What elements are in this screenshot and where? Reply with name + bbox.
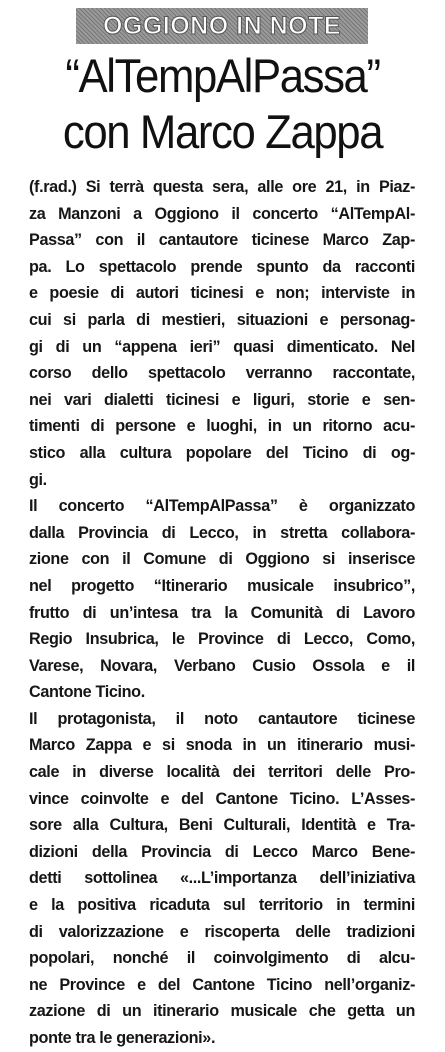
- text-line: frutto di un’intesa tra la Comunità di Lavoro: [29, 603, 415, 622]
- headline-line-2: con Marco Zappa: [62, 105, 383, 158]
- article-body: [29, 174, 415, 1052]
- text-line: Il concerto “AlTempAlPassa” è organizzato: [29, 497, 415, 516]
- text-line: Passa” con il cantautore ticinese Marco Zap-: [29, 231, 415, 250]
- text-line: cui si parla di mestieri, situazioni e personag-: [29, 310, 415, 329]
- text-line: e la positiva ricaduta sul territorio in termini: [29, 896, 415, 915]
- text-line: Marco Zappa e si snoda in un itinerario musi-: [29, 736, 415, 755]
- paragraph-3: [29, 706, 415, 1052]
- text-line: dizioni della Provincia di Lecco Marco Bene-: [29, 842, 415, 861]
- headline-line-1: “AlTempAlPassa”: [65, 49, 380, 102]
- text-line: detti sottolinea «...L’importanza dell’iniziativa: [29, 869, 415, 888]
- text-line: stico alla cultura popolare del Ticino di og-: [29, 443, 415, 462]
- kicker-banner: [76, 8, 368, 44]
- text-line: Il protagonista, il noto cantautore ticinese: [29, 709, 415, 728]
- text-line: cale in diverse località dei territori delle Pro-: [29, 763, 415, 782]
- text-line: zazione di un itinerario musicale che getta un: [29, 1002, 415, 1021]
- text-line: (f.rad.) Si terrà questa sera, alle ore 21, in Piaz-: [29, 178, 415, 196]
- text-line: Cantone Ticino.: [29, 683, 145, 702]
- text-line: Regio Insubrica, le Province di Lecco, Como,: [29, 630, 415, 649]
- text-line: gi di un “appena ieri” quasi dimenticato. Nel: [29, 337, 415, 356]
- kicker-label: OGGIONO IN NOTE: [102, 11, 342, 40]
- text-line: pa. Lo spettacolo prende spunto da racconti: [29, 257, 415, 276]
- text-line: ne Province e del Cantone Ticino nell’organiz-: [29, 975, 415, 994]
- text-line: za Manzoni a Oggiono il concerto “AlTempAl-: [29, 204, 415, 223]
- paragraph-1: [29, 174, 415, 493]
- text-line: popolari, nonché il coinvolgimento di alcu-: [29, 949, 415, 968]
- text-line: sore alla Cultura, Beni Culturali, Identità e Tra-: [29, 816, 415, 835]
- paragraph-2: [29, 493, 415, 706]
- text-line: gi.: [29, 470, 47, 489]
- text-line: timenti di persone e luoghi, in un ritorno acu-: [29, 417, 415, 436]
- text-line: ponte tra le generazioni».: [29, 1029, 216, 1047]
- text-line: e poesie di autori ticinesi e non; interviste in: [29, 284, 415, 303]
- text-line: zione con il Comune di Oggiono si inserisce: [29, 550, 415, 569]
- text-line: vince coinvolte e del Cantone Ticino. L’Asses-: [29, 789, 415, 808]
- text-line: di valorizzazione e riscoperta delle tradizioni: [29, 922, 415, 941]
- text-line: corso dello spettacolo verranno raccontate,: [29, 364, 415, 383]
- text-line: dalla Provincia di Lecco, in stretta collabora-: [29, 523, 415, 542]
- text-line: Varese, Novara, Verbano Cusio Ossola e il: [29, 656, 415, 675]
- text-line: nel progetto “Itinerario musicale insubrico”,: [29, 576, 415, 595]
- text-line: nei vari dialetti ticinesi e liguri, storie e sen-: [29, 390, 415, 409]
